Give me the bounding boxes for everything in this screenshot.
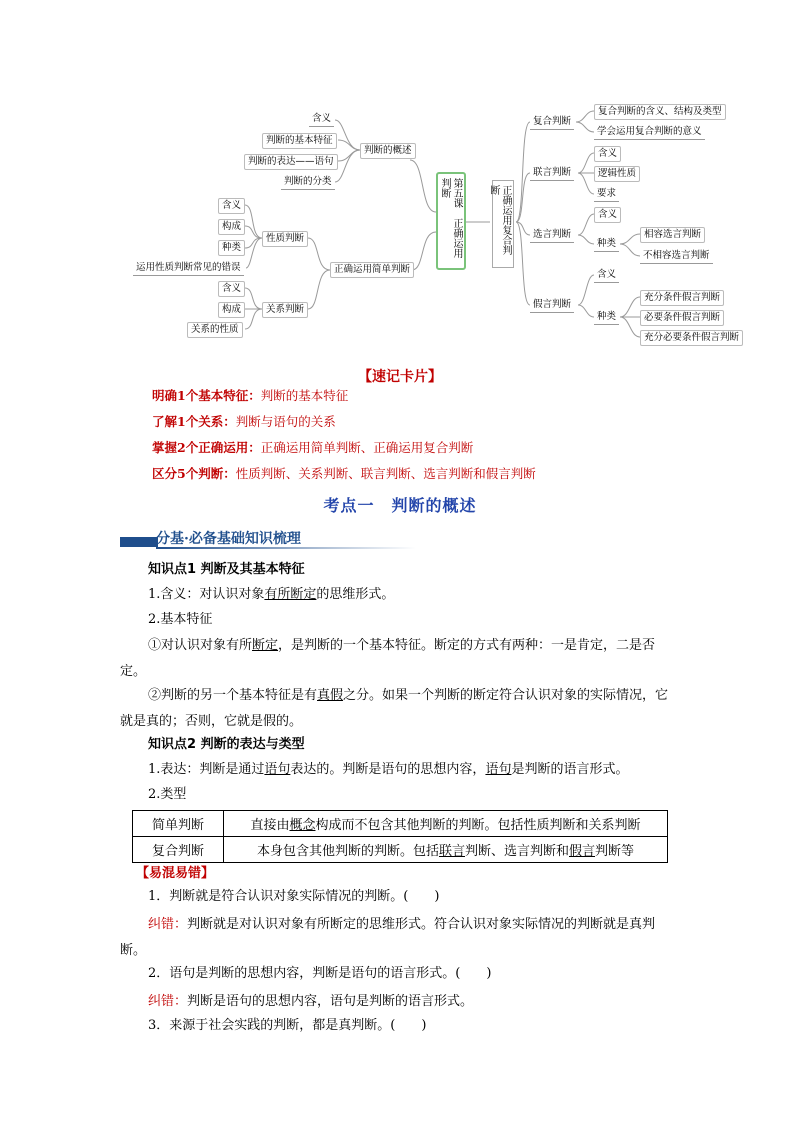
- text: 判断等: [595, 844, 635, 859]
- card-line-3: [152, 438, 473, 458]
- node-gx-hanyi: 含义: [218, 281, 245, 297]
- text: 直接由: [250, 818, 290, 833]
- node-xz-goucheng: 构成: [218, 219, 245, 235]
- node-jy-hanyi: 含义: [594, 268, 619, 283]
- easy-mistake-title: 【易混易错】: [136, 866, 215, 881]
- text: 本身包含其他判断的判断。包括: [256, 844, 439, 859]
- underlined-term: 语句: [264, 762, 291, 777]
- judgment-types-table: [132, 810, 668, 863]
- node-panduan-gaishu: 判断的概述: [360, 143, 416, 159]
- node-guanxi-panduan: 关系判断: [262, 302, 308, 318]
- kp1-title: 知识点1 判断及其基本特征: [148, 562, 305, 577]
- node-fuhe-hanyi: 复合判断的含义、结构及类型: [594, 104, 726, 120]
- kp1-definition: [148, 585, 394, 605]
- node-xy-hanyi: 含义: [594, 207, 621, 223]
- kp1-features-title: 2.基本特征: [148, 612, 213, 627]
- table-row: [133, 837, 668, 863]
- fix-label: 纠错：: [148, 917, 188, 932]
- node-lianyan-panduan: 联言判断: [530, 166, 574, 181]
- underlined-term: 断定: [252, 638, 279, 653]
- mind-map-connectors: [0, 0, 800, 360]
- table-key: 复合判断: [133, 837, 224, 863]
- node-xz-hanyi: 含义: [218, 198, 245, 214]
- node-jy-zhonglei: 种类: [594, 310, 619, 325]
- node-ly-luoji: 逻辑性质: [594, 166, 640, 182]
- card-label: 明确1个基本特征：: [152, 388, 261, 403]
- table-value: [224, 837, 668, 863]
- node-biaoda-yuju: 判断的表达——语句: [244, 154, 338, 170]
- card-text: 正确运用简单判断、正确运用复合判断: [260, 440, 474, 455]
- mind-map-right-root: 正确运用复合判断: [492, 180, 514, 268]
- card-line-1: [152, 386, 348, 406]
- text: 1.表达：判断是通过: [148, 762, 265, 777]
- node-hanyi: 含义: [309, 112, 334, 127]
- card-label: 了解1个关系：: [152, 414, 236, 429]
- node-jy-chongyao: 充分必要条件假言判断: [640, 330, 743, 346]
- underlined-term: 有所断定: [264, 587, 317, 602]
- node-xy-buxiangrong: 不相容选言判断: [640, 249, 713, 264]
- kp2-expression: [148, 760, 628, 780]
- node-ly-yaoqiu: 要求: [594, 187, 619, 202]
- node-xz-zhonglei: 种类: [218, 240, 245, 256]
- kp2-types-title: 2.类型: [148, 787, 187, 802]
- text: 判断是语句的思想内容，语句是判断的语言形式。: [187, 994, 474, 1009]
- mistake-q2: 2．语句是判断的思想内容，判断是语句的语言形式。( ): [148, 966, 492, 981]
- card-line-4: [152, 464, 536, 484]
- underlined-term: 语句: [485, 762, 512, 777]
- fix-label: 纠错：: [148, 994, 188, 1009]
- mistake-fix2: [120, 989, 680, 1015]
- card-line-2: [152, 412, 336, 432]
- text: 之分。如果一个判断的断定符合认识对象的实际情况，它就是真的；否则，它就是假的。: [120, 688, 669, 729]
- node-gx-xingzhi: 关系的性质: [187, 322, 243, 338]
- card-text: 判断与语句的关系: [235, 414, 336, 429]
- underlined-term: 真假: [317, 688, 344, 703]
- node-xy-xiangrong: 相容选言判断: [640, 227, 705, 243]
- card-text: 性质判断、关系判断、联言判断、选言判断和假言判断: [235, 466, 536, 481]
- text: 判断就是对认识对象有所断定的思维形式。符合认识对象实际情况的判断就是真判断。: [120, 917, 656, 958]
- underlined-term: 假言: [569, 844, 596, 859]
- node-gx-goucheng: 构成: [218, 302, 245, 318]
- node-jiayan-panduan: 假言判断: [530, 298, 574, 313]
- banner-text: 分基·必备基础知识梳理: [156, 531, 301, 547]
- node-xuanyan-panduan: 选言判断: [530, 228, 574, 243]
- node-fenlei: 判断的分类: [281, 175, 335, 190]
- mind-map-center: 第五课 正确运用判断: [436, 172, 466, 270]
- underlined-term: 联言: [438, 844, 465, 859]
- text: 1.含义：对认识对象: [148, 587, 265, 602]
- table-key: 简单判断: [133, 811, 224, 837]
- text: ，是判断的一个基本特征。断定的方式有两种：一是肯定，二是否定。: [120, 638, 656, 679]
- node-fuhe-panduan: 复合判断: [530, 115, 574, 130]
- text: 表达的。判断是语句的思想内容，: [290, 762, 486, 777]
- text: 判断、选言判断和: [464, 844, 569, 859]
- node-jiandan-panduan: 正确运用简单判断: [330, 262, 414, 278]
- card-label: 掌握2个正确运用：: [152, 440, 261, 455]
- text: ②判断的另一个基本特征是有: [148, 688, 318, 703]
- underlined-term: 概念: [289, 818, 316, 833]
- table-row: [133, 811, 668, 837]
- mistake-q1: 1．判断就是符合认识对象实际情况的判断。( ): [148, 889, 440, 904]
- banner-bar: [120, 537, 158, 547]
- card-label: 区分5个判断：: [152, 466, 236, 481]
- kp1-feature-1: [120, 633, 680, 685]
- node-jy-biyao: 必要条件假言判断: [640, 310, 724, 326]
- section-banner: [120, 528, 420, 550]
- kp1-feature-2: [120, 683, 680, 735]
- mind-map: [0, 0, 800, 360]
- node-xz-cuowu: 运用性质判断常见的错误: [133, 261, 244, 276]
- mistake-fix1: [120, 912, 680, 964]
- kp2-title: 知识点2 判断的表达与类型: [148, 737, 305, 752]
- section-title: 考点一 判断的概述: [323, 496, 477, 515]
- text: 是判断的语言形式。: [511, 762, 629, 777]
- text: ①对认识对象有所: [148, 638, 253, 653]
- node-ly-hanyi: 含义: [594, 146, 621, 162]
- text: 的思维形式。: [316, 587, 395, 602]
- mistake-q3: 3．来源于社会实践的判断，都是真判断。( ): [148, 1018, 427, 1033]
- table-value: [224, 811, 668, 837]
- node-jy-chongfen: 充分条件假言判断: [640, 290, 724, 306]
- card-text: 判断的基本特征: [260, 388, 349, 403]
- cards-title: 【速记卡片】: [358, 369, 442, 385]
- node-xy-zhonglei: 种类: [594, 237, 619, 252]
- node-fuhe-yiyi: 学会运用复合判断的意义: [594, 125, 705, 140]
- node-xingzhi-panduan: 性质判断: [262, 231, 308, 247]
- node-jiben-tezheng: 判断的基本特征: [262, 133, 337, 149]
- text: 构成而不包含其他判断的判断。包括性质判断和关系判断: [315, 818, 641, 833]
